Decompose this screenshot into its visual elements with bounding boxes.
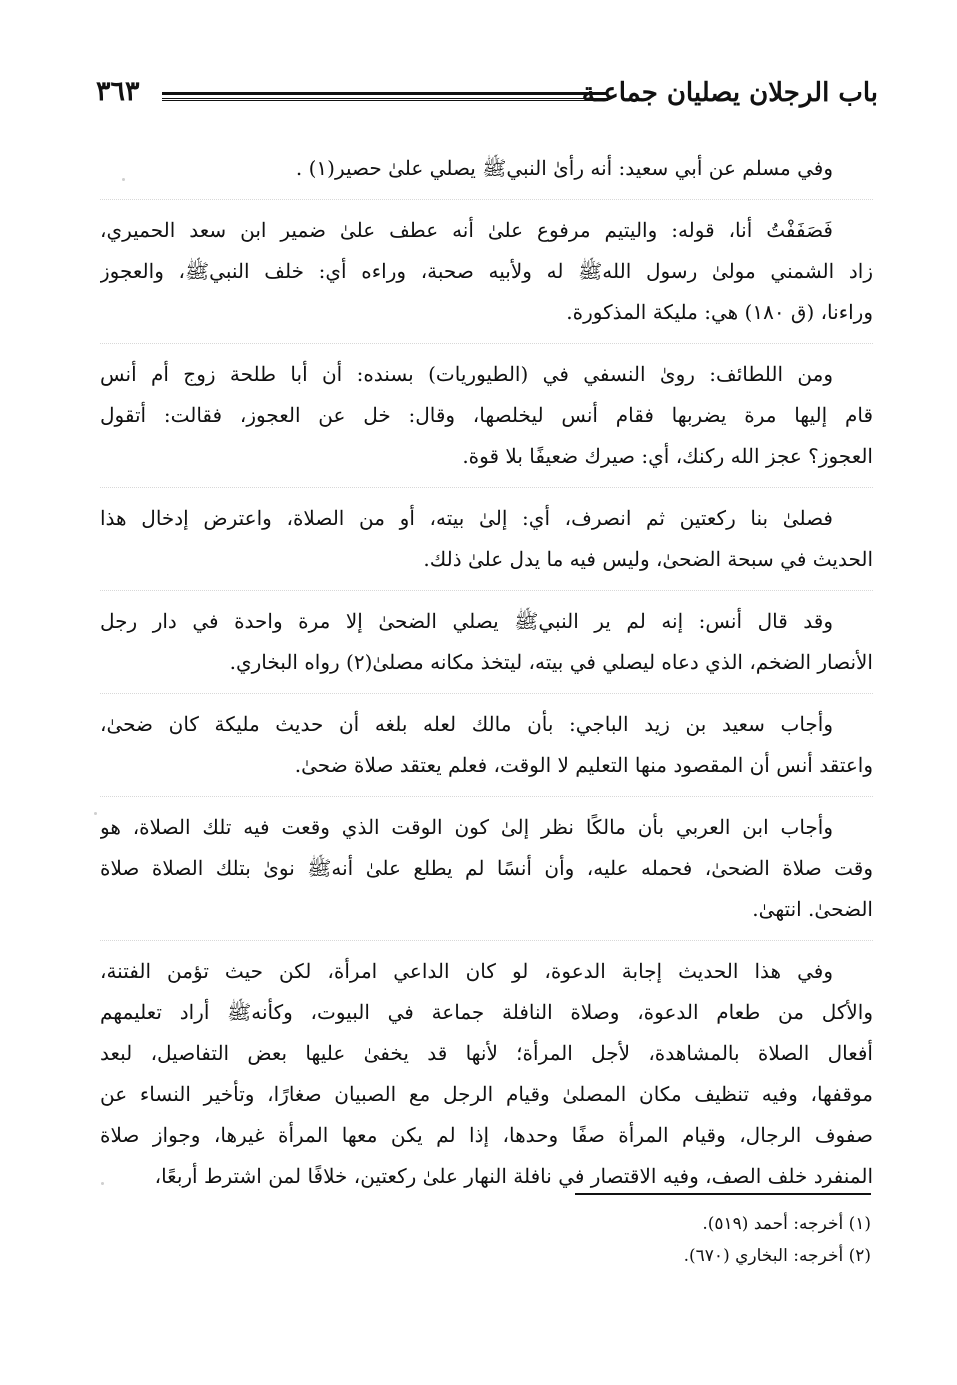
text-line: قام إليها مرة يضربها فقام أنس ليخلصها، وقال: خل عن العجوز، فقالت: أتقول xyxy=(100,403,873,427)
text-line: الحديث في سبحة الضحىٰ، وليس فيه ما يدل علىٰ ذلك. xyxy=(423,547,873,571)
scan-speck xyxy=(94,812,97,815)
scan-speck xyxy=(101,1182,104,1185)
paragraph xyxy=(100,498,873,591)
page-number: ٣٦٣ xyxy=(96,76,140,107)
text-line: المنفرد خلف الصف، وفيه الاقتصار في نافلة النهار علىٰ ركعتين، خلافًا لمن اشترط أربعًا، xyxy=(154,1164,873,1188)
chapter-title: باب الرجلان يصليان جماعـة xyxy=(581,78,878,108)
text-line: وفي هذا الحديث إجابة الدعوة، لو كان الداعي امرأة، لكن حيث تؤمن الفتنة، xyxy=(100,959,833,983)
paragraph xyxy=(100,210,873,344)
text-line: صفوف الرجال، وقيام المرأة صفًا وحدها، إذا لم يكن معها المرأة غيرها، وجواز صلاة xyxy=(100,1123,873,1147)
text-line: والأكل من طعام الدعوة، وصلاة النافلة جماعة في البيوت، وكأنهﷺ أراد تعليمهم xyxy=(100,1000,873,1024)
footnote: (١) أخرجه: أحمد (٥١٩). xyxy=(702,1214,871,1234)
text-line: فَصَفَفْتُ أنا، قوله: واليتيم مرفوع علىٰ أنه عطف علىٰ ضمير ابن سعد الحميري، xyxy=(100,218,833,242)
text-line: ومن اللطائف: روىٰ النسفي في (الطيوريات) بسنده: أن أبا طلحة زوج أم أنس xyxy=(100,362,833,386)
text-line: وقد قال أنس: إنه لم ير النبيﷺ يصلي الضحىٰ إلا مرة واحدة في دار رجل xyxy=(100,609,833,633)
paragraph xyxy=(100,807,873,941)
paragraph xyxy=(100,354,873,488)
text-line: الضحىٰ. انتهىٰ. xyxy=(752,897,873,921)
footnote: (٢) أخرجه: البخاري (٦٧٠). xyxy=(683,1246,871,1266)
page-header xyxy=(96,70,878,120)
header-rule xyxy=(162,92,608,95)
paragraph xyxy=(100,951,873,1207)
header-rule-thin xyxy=(162,100,608,101)
text-line: أفعال الصلاة بالمشاهدة، لأجل المرأة؛ لأنها قد يخفىٰ عليها بعض التفاصيل، لبعد xyxy=(100,1041,873,1065)
footnotes xyxy=(371,1208,871,1272)
text-line: العجوز؟ عجز الله ركنك، أي: صيرك ضعيفًا بلا قوة. xyxy=(462,444,873,468)
scan-speck xyxy=(122,178,125,181)
text-line: زاد الشمني مولىٰ رسول اللهﷺ له ولأبيه صحبة، وراءه أي: خلف النبيﷺ، والعجوز xyxy=(100,259,873,283)
paragraph xyxy=(100,704,873,797)
text-line: وقت صلاة الضحىٰ، فحمله عليه، وأن أنسًا لم يطلع علىٰ أنهﷺ نوىٰ بتلك الصلاة صلاة xyxy=(100,856,873,880)
paragraph xyxy=(100,601,873,694)
text-line: وأجاب ابن العربي بأن مالكًا نظر إلىٰ كون الوقت الذي وقعت فيه تلك الصلاة، هو xyxy=(100,815,833,839)
text-line: وراءنا، (ق ١٨٠) هي: مليكة المذكورة. xyxy=(566,300,873,324)
text-line: فصلىٰ بنا ركعتين ثم انصرف، أي: إلىٰ بيته، أو من الصلاة، واعترض إدخال هذا xyxy=(100,506,833,530)
text-line: وأجاب سعيد بن زيد الباجي: بأن مالك لعله بلغه أن حديث مليكة كان ضحىٰ، xyxy=(100,712,833,736)
paragraph xyxy=(100,148,873,200)
footnote-separator xyxy=(575,1193,871,1195)
text-line: موقفها، وفيه تنظيف مكان المصلىٰ وقيام الرجل مع الصبيان صغارًا، وتأخير النساء عن xyxy=(100,1082,873,1106)
text-line: واعتقد أنس أن المقصود منها التعليم لا الوقت، فعلم يعتقد صلاة ضحىٰ. xyxy=(294,753,873,777)
text-line: الأنصار الضخم، الذي دعاه ليصلي في بيته، ليتخذ مكانه مصلىٰ(٢) رواه البخاري. xyxy=(229,650,873,674)
body-text xyxy=(100,148,873,1217)
text-line: وفي مسلم عن أبي سعيد: أنه رأىٰ النبيﷺ يصلي علىٰ حصير(١) . xyxy=(295,156,833,180)
